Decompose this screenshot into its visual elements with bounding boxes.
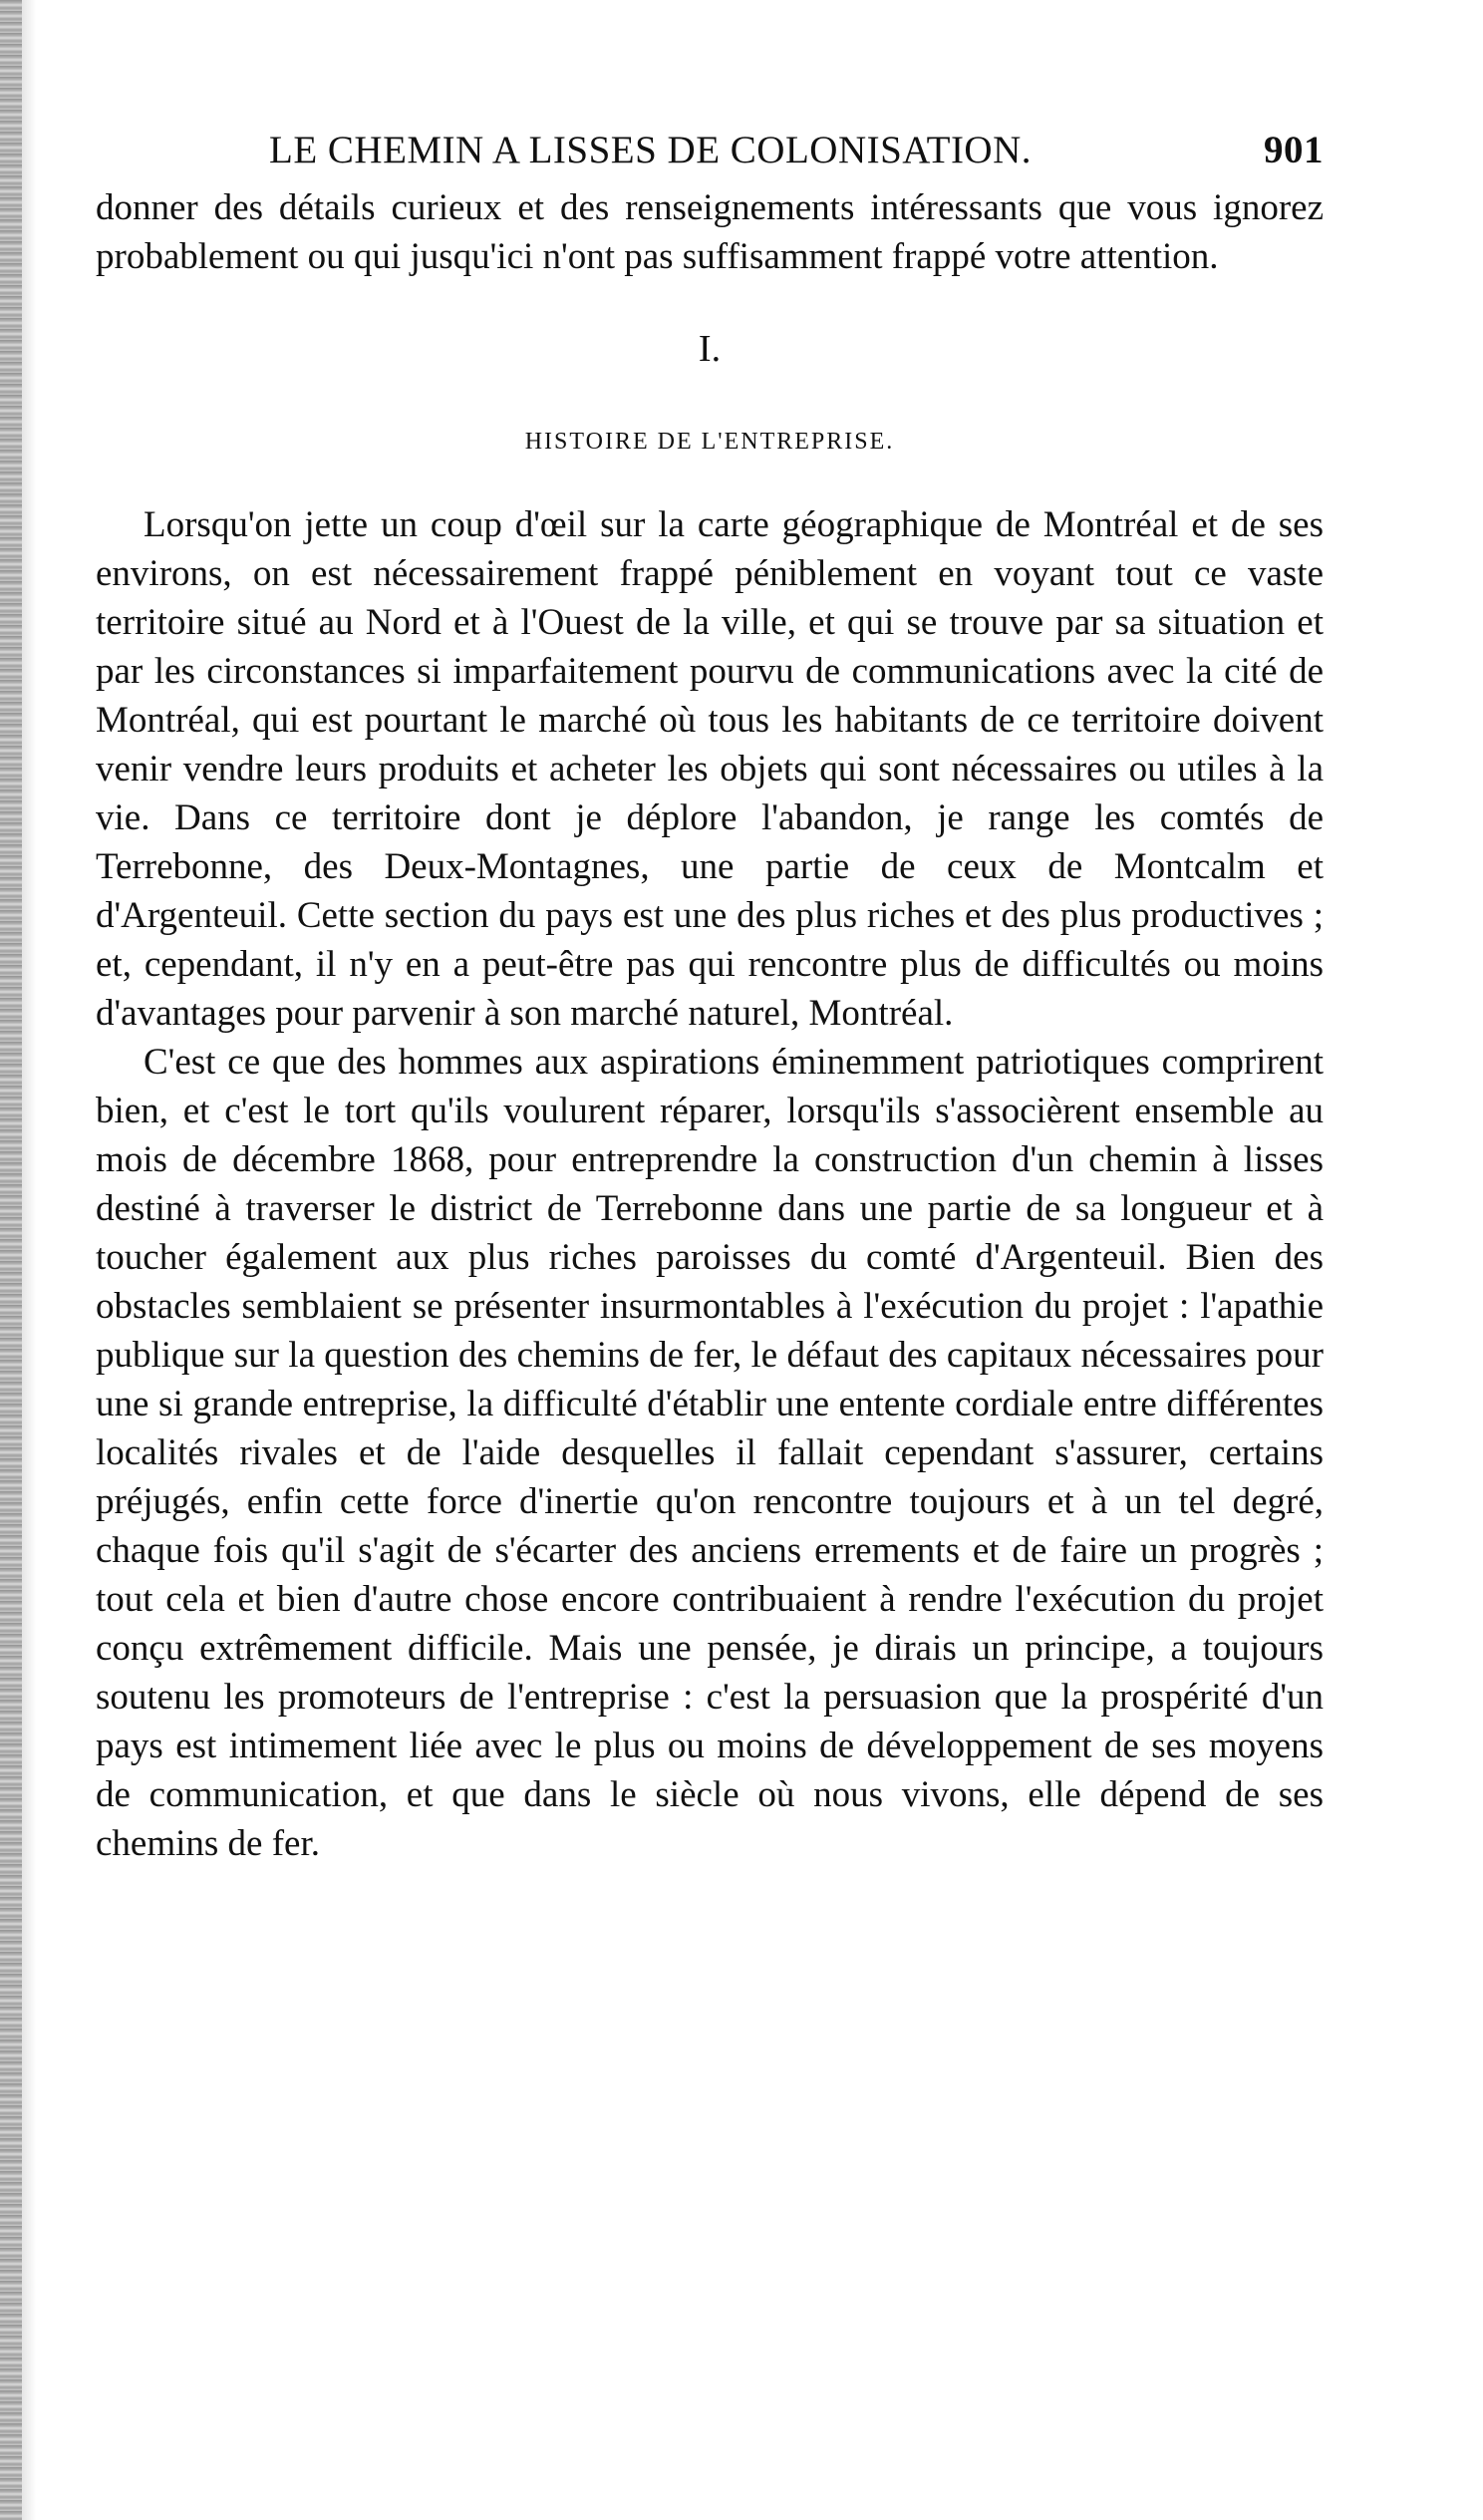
section-number: I. [698, 328, 722, 370]
opening-text: donner des détails curieux et des renseignements intéressants que vous ignorez probablement ou qui jusqu'ici n'ont pas suffisamment frappé votre attention. [96, 187, 1324, 277]
book-page [96, 128, 1324, 1868]
page-binding-edge [0, 0, 22, 2520]
running-title: LE CHEMIN A LISSES DE COLONISATION. [269, 129, 1033, 171]
running-header [96, 128, 1324, 183]
paragraph-2: C'est ce que des hommes aux aspirations éminemment patriotiques comprirent bien, et c'est le tort qu'ils voulurent réparer, lorsqu'ils s'associèrent ensemble au mois de décembre 1868, pour entreprendre la construction d'un chemin à lisses destiné à traverser le district de Terrebonne dans une partie de sa longueur et à toucher également aux plus riches paroisses du comté d'Argenteuil. Bien des obstacles semblaient se présenter insurmontables à l'exécution du projet : l'apathie publique sur la question des chemins de fer, le défaut des capitaux nécessaires pour une si grande entreprise, la difficulté d'établir une entente cordiale entre différentes localités rivales et de l'aide desquelles il fallait cependant s'assurer, certains préjugés, enfin cette force d'inertie qu'on rencontre toujours et à un tel degré, chaque fois qu'il s'agit de s'écarter des anciens errements et de faire un progrès ; tout cela et bien d'autre chose encore contribuaient à rendre l'exécution du projet conçu extrêmement difficile. Mais une pensée, je dirais un principe, a toujours soutenu les promoteurs de l'entreprise : c'est la persuasion que la prospérité d'un pays est intimement liée avec le plus ou moins de développement de ses moyens de communication, et que dans le siècle où nous vivons, elle dépend de ses chemins de fer. [96, 1042, 1324, 1864]
page-number: 901 [1264, 129, 1324, 171]
section-heading: HISTOIRE DE L'ENTREPRISE. [524, 429, 895, 455]
paragraph-1: Lorsqu'on jette un coup d'œil sur la carte géographique de Montréal et de ses environs, on est nécessairement frappé péniblement en voyant tout ce vaste territoire situé au Nord et à l'Ouest de la ville, et qui se trouve par sa situation et par les circonstances si imparfaitement pourvu de communications avec la cité de Montréal, qui est pourtant le marché où tous les habitants de ce territoire doivent venir vendre leurs produits et acheter les objets qui sont nécessaires ou utiles à la vie. Dans ce territoire dont je déplore l'abandon, je range les comtés de Terrebonne, des Deux-Montagnes, une partie de ceux de Montcalm et d'Argenteuil. Cette section du pays est une des plus riches et des plus productives ; et, cependant, il n'y en a peut-être pas qui rencontre plus de difficultés ou moins d'avantages pour parvenir à son marché naturel, Montréal. [96, 504, 1324, 1034]
